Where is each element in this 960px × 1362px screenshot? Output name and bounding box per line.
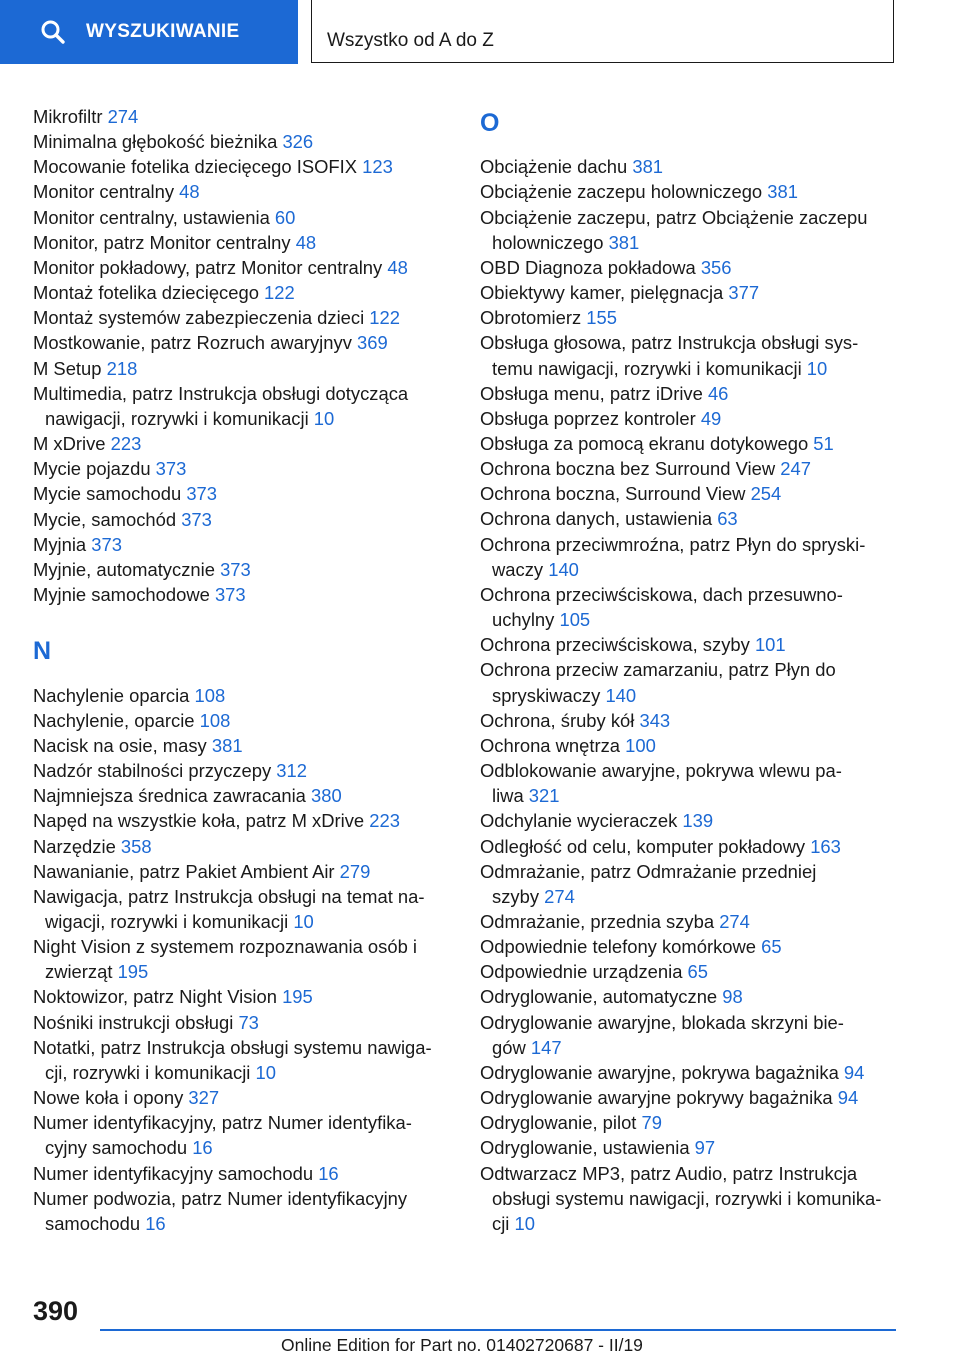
page-number: 390 xyxy=(33,1296,79,1326)
entry-text: Obrotomierz xyxy=(480,307,587,329)
entry-text: Narzędzie xyxy=(33,835,121,857)
entry-text: Montaż fotelika dziecięcego xyxy=(33,282,265,304)
index-entry xyxy=(33,582,453,607)
page-link[interactable]: 10 xyxy=(806,357,828,379)
entry-text: holowniczego xyxy=(492,231,609,253)
entry-text: Mycie samochodu xyxy=(33,483,187,505)
entry-text: Nowe koła i opony xyxy=(33,1087,189,1109)
entry-text: wigacji, rozrywki i komunikacji xyxy=(45,910,294,932)
index-entry xyxy=(33,179,453,204)
index-entry xyxy=(480,381,900,406)
entry-text: waczy xyxy=(492,558,549,580)
entry-text: Ochrona przeciwmroźna, patrz Płyn do spryski- xyxy=(480,533,866,555)
page-link[interactable]: 48 xyxy=(295,231,317,253)
index-entry xyxy=(33,280,453,305)
page-link[interactable]: 373 xyxy=(186,483,218,505)
page-link[interactable]: 140 xyxy=(605,684,637,706)
index-entry xyxy=(480,330,900,380)
page-link[interactable]: 373 xyxy=(214,583,246,605)
page-link[interactable]: 98 xyxy=(722,986,743,1008)
index-entry xyxy=(33,205,453,230)
page-link[interactable]: 73 xyxy=(238,1011,259,1033)
index-entry xyxy=(33,330,453,355)
index-entry xyxy=(33,305,453,330)
search-tab-label: WYSZUKIWANIE xyxy=(86,21,240,42)
page-link[interactable]: 373 xyxy=(155,458,187,480)
index-entry xyxy=(480,859,900,909)
index-entry xyxy=(33,733,453,758)
entry-text: Obsługa za pomocą ekranu dotykowego xyxy=(480,433,814,455)
index-entry xyxy=(480,255,900,280)
index-entry xyxy=(480,657,900,707)
page-link[interactable]: 123 xyxy=(362,156,393,178)
entry-text: Odmrażanie, patrz Odmrażanie przedniej xyxy=(480,860,817,882)
index-entry xyxy=(480,1060,900,1085)
page-link[interactable]: 108 xyxy=(194,684,226,706)
footer-edition-text: Online Edition for Part no. 01402720687 - II/19 xyxy=(281,1335,643,1355)
index-entry xyxy=(33,381,453,431)
entry-text: Napęd na wszystkie koła, patrz M xDrive xyxy=(33,810,370,832)
index-entry xyxy=(33,154,453,179)
index-entry xyxy=(480,154,900,179)
entry-text: Nadzór stabilności przyczepy xyxy=(33,760,277,782)
entry-text: Notatki, patrz Instrukcja obsługi systemu nawiga- xyxy=(33,1036,432,1058)
page-link[interactable]: 16 xyxy=(145,1212,166,1234)
entry-text: Monitor pokładowy, patrz Monitor centralny xyxy=(33,256,388,278)
page-link[interactable]: 195 xyxy=(282,986,313,1008)
search-tab[interactable] xyxy=(0,0,298,64)
page-link[interactable]: 147 xyxy=(530,1036,562,1058)
page-link[interactable]: 254 xyxy=(750,483,782,505)
index-entry xyxy=(480,481,900,506)
entry-text: cyjny samochodu xyxy=(45,1137,193,1159)
page-link[interactable]: 94 xyxy=(837,1087,859,1109)
index-tab-label: Wszystko od A do Z xyxy=(327,30,494,51)
index-entry xyxy=(33,532,453,557)
entry-text: Mocowanie fotelika dziecięcego ISOFIX xyxy=(33,156,363,178)
page-link[interactable]: 373 xyxy=(220,558,251,580)
page-link[interactable]: 122 xyxy=(369,307,400,329)
page-link[interactable]: 97 xyxy=(694,1137,716,1159)
page-link[interactable]: 247 xyxy=(780,458,811,480)
entry-text: Monitor centralny, ustawienia xyxy=(33,206,275,228)
entry-text: liwa xyxy=(492,785,529,807)
page-link[interactable]: 108 xyxy=(199,709,231,731)
entry-text: Ochrona wnętrza xyxy=(480,734,626,756)
index-entry xyxy=(480,708,900,733)
index-entry xyxy=(33,834,453,859)
index-entry xyxy=(480,305,900,330)
entry-text: Ochrona boczna, Surround View xyxy=(480,483,751,505)
entry-text: Myjnie, automatycznie xyxy=(33,558,221,580)
entry-text: Ochrona przeciwściskowa, szyby xyxy=(480,634,755,656)
index-entry xyxy=(480,532,900,582)
section-letter: N xyxy=(33,637,52,666)
index-entry xyxy=(480,934,900,959)
entry-text: Nośniki instrukcji obsługi xyxy=(33,1011,239,1033)
page-link[interactable]: 274 xyxy=(544,885,575,907)
entry-text: Odryglowanie, automatyczne xyxy=(480,986,723,1008)
entry-text: Ochrona boczna bez Surround View xyxy=(480,458,781,480)
page-link[interactable]: 356 xyxy=(700,256,732,278)
page-link[interactable]: 139 xyxy=(682,810,714,832)
entry-text: temu nawigacji, rozrywki i komunikacji xyxy=(492,357,807,379)
page-link[interactable]: 140 xyxy=(548,558,579,580)
section-gap xyxy=(33,607,453,632)
search-icon xyxy=(40,19,66,45)
footer-divider xyxy=(100,1329,896,1331)
entry-text: samochodu xyxy=(45,1212,146,1234)
page-link[interactable]: 326 xyxy=(282,131,314,153)
page-link[interactable]: 101 xyxy=(754,634,786,656)
entry-text: M Setup xyxy=(33,357,107,379)
entry-text: Ochrona, śruby kół xyxy=(480,709,640,731)
index-entry xyxy=(480,1010,900,1060)
entry-text: Odmrażanie, przednia szyba xyxy=(480,910,720,932)
index-entry xyxy=(33,230,453,255)
page-link[interactable]: 279 xyxy=(339,860,371,882)
page-link[interactable]: 380 xyxy=(311,785,342,807)
entry-text: Numer identyfikacyjny samochodu xyxy=(33,1162,319,1184)
entry-text: Obciążenie zaczepu, patrz Obciążenie zaczepu xyxy=(480,206,868,228)
page-link[interactable]: 223 xyxy=(369,810,400,832)
page-link[interactable]: 369 xyxy=(357,332,388,354)
page-link[interactable]: 343 xyxy=(639,709,671,731)
entry-text: Nachylenie oparcia xyxy=(33,684,195,706)
page-link[interactable]: 223 xyxy=(110,433,142,455)
entry-text: nawigacji, rozrywki i komunikacji xyxy=(45,407,314,429)
page-link[interactable]: 155 xyxy=(586,307,617,329)
page-link[interactable]: 373 xyxy=(181,508,212,530)
entry-text: Odryglowanie, ustawienia xyxy=(480,1137,695,1159)
entry-text: zwierząt xyxy=(45,961,118,983)
entry-text: Mikrofiltr xyxy=(33,106,108,127)
page-link[interactable]: 60 xyxy=(274,206,296,228)
page-link[interactable]: 10 xyxy=(313,407,335,429)
tab-bar xyxy=(0,0,896,66)
page-link[interactable]: 321 xyxy=(528,785,560,807)
entry-text: gów xyxy=(492,1036,531,1058)
index-entry xyxy=(33,1186,453,1236)
page-link[interactable]: 381 xyxy=(608,231,640,253)
page-link[interactable]: 94 xyxy=(843,1061,865,1083)
page-link[interactable]: 163 xyxy=(810,835,841,857)
page-link[interactable]: 16 xyxy=(318,1162,339,1184)
entry-text: Najmniejsza średnica zawracania xyxy=(33,785,312,807)
entry-text: cji xyxy=(492,1212,515,1234)
page-link[interactable]: 10 xyxy=(514,1212,535,1234)
page-link[interactable]: 79 xyxy=(641,1112,662,1134)
page-link[interactable]: 48 xyxy=(179,181,200,203)
entry-text: uchylny xyxy=(492,609,560,631)
index-entry xyxy=(480,179,900,204)
page-link[interactable]: 16 xyxy=(192,1137,213,1159)
entry-text: Multimedia, patrz Instrukcja obsługi dotycząca xyxy=(33,382,409,404)
entry-text: Odchylanie wycieraczek xyxy=(480,810,683,832)
page-link[interactable]: 381 xyxy=(632,156,664,178)
index-entry xyxy=(33,1085,453,1110)
entry-text: Odryglowanie awaryjne, blokada skrzyni bie- xyxy=(480,1011,844,1033)
entry-text: Odpowiednie telefony komórkowe xyxy=(480,936,762,958)
entry-text: Obiektywy kamer, pielęgnacja xyxy=(480,282,729,304)
index-entry xyxy=(33,481,453,506)
page-link[interactable]: 312 xyxy=(276,760,307,782)
entry-text: Nacisk na osie, masy xyxy=(33,734,212,756)
index-entry xyxy=(480,808,900,833)
index-entry xyxy=(33,557,453,582)
entry-text: Obsługa poprzez kontroler xyxy=(480,407,701,429)
entry-text: Odpowiednie urządzenia xyxy=(480,961,688,983)
entry-text: Obsługa głosowa, patrz Instrukcja obsługi sys- xyxy=(480,332,859,354)
index-entry xyxy=(480,456,900,481)
page-link[interactable]: 274 xyxy=(107,106,139,127)
index-entry xyxy=(480,406,900,431)
entry-text: Ochrona przeciwściskowa, dach przesuwno- xyxy=(480,583,843,605)
entry-text: Obsługa menu, patrz iDrive xyxy=(480,382,708,404)
index-entry xyxy=(33,683,453,708)
entry-text: Ochrona przeciw zamarzaniu, patrz Płyn do xyxy=(480,659,836,681)
index-entry xyxy=(33,1035,453,1085)
entry-text: Numer podwozia, patrz Numer identyfikacyjny xyxy=(33,1187,408,1209)
entry-text: Odryglowanie awaryjne pokrywy bagażnika xyxy=(480,1087,838,1109)
entry-text: Nawigacja, patrz Instrukcja obsługi na temat na- xyxy=(33,885,425,907)
entry-text: Ochrona danych, ustawienia xyxy=(480,508,718,530)
index-entry xyxy=(33,255,453,280)
index-entry xyxy=(480,758,900,808)
entry-text: szyby xyxy=(492,885,545,907)
index-entry xyxy=(33,1110,453,1160)
index-entry xyxy=(33,758,453,783)
index-entry xyxy=(33,356,453,381)
index-entry xyxy=(33,129,453,154)
index-entry xyxy=(33,507,453,532)
index-column-right xyxy=(480,104,900,1236)
section-letter: O xyxy=(480,109,500,137)
index-tab[interactable] xyxy=(311,0,894,63)
entry-text: Myjnie samochodowe xyxy=(33,583,215,605)
index-entry xyxy=(33,984,453,1009)
page-link[interactable]: 122 xyxy=(264,282,295,304)
entry-text: Obciążenie dachu xyxy=(480,156,633,178)
index-entry xyxy=(480,984,900,1009)
page-link[interactable]: 65 xyxy=(687,961,709,983)
page-link[interactable]: 65 xyxy=(761,936,782,958)
page-link[interactable]: 381 xyxy=(767,181,798,203)
index-entry xyxy=(480,733,900,758)
page-link[interactable]: 105 xyxy=(559,609,591,631)
entry-text: obsługi systemu nawigacji, rozrywki i komunika- xyxy=(492,1187,882,1209)
page-link[interactable]: 373 xyxy=(91,533,122,555)
index-entry xyxy=(33,431,453,456)
index-entry xyxy=(480,205,900,255)
page-link[interactable]: 195 xyxy=(117,961,149,983)
index-entry xyxy=(33,934,453,984)
entry-text: cji, rozrywki i komunikacji xyxy=(45,1061,256,1083)
entry-text: Monitor, patrz Monitor centralny xyxy=(33,231,296,253)
entry-text: Nawanianie, patrz Pakiet Ambient Air xyxy=(33,860,340,882)
page-link[interactable]: 327 xyxy=(188,1087,220,1109)
page-link[interactable]: 51 xyxy=(813,433,834,455)
entry-text: Montaż systemów zabezpieczenia dzieci xyxy=(33,307,370,329)
index-entry xyxy=(33,859,453,884)
index-entry xyxy=(33,104,453,129)
index-entry xyxy=(480,1135,900,1160)
entry-text: Myjnia xyxy=(33,533,92,555)
index-entry xyxy=(33,456,453,481)
entry-text: Odryglowanie, pilot xyxy=(480,1112,642,1134)
entry-text: Odblokowanie awaryjne, pokrywa wlewu pa- xyxy=(480,760,842,782)
index-entry xyxy=(33,1161,453,1186)
entry-text: Mycie, samochód xyxy=(33,508,182,530)
page-link[interactable]: 49 xyxy=(700,407,722,429)
index-entry xyxy=(480,1110,900,1135)
entry-text: Minimalna głębokość bieżnika xyxy=(33,131,283,153)
entry-text: Noktowizor, patrz Night Vision xyxy=(33,986,283,1008)
index-entry xyxy=(480,506,900,531)
index-entry xyxy=(480,1085,900,1110)
entry-text: Odtwarzacz MP3, patrz Audio, patrz Instrukcja xyxy=(480,1162,858,1184)
index-entry xyxy=(33,808,453,833)
index-entry xyxy=(480,1161,900,1236)
page-link[interactable]: 10 xyxy=(255,1061,276,1083)
index-entry xyxy=(480,582,900,632)
index-entry xyxy=(480,834,900,859)
entry-text: Monitor centralny xyxy=(33,181,180,203)
page-link[interactable]: 46 xyxy=(707,382,729,404)
entry-text: Numer identyfikacyjny, patrz Numer identyfika- xyxy=(33,1112,412,1134)
index-column-left xyxy=(33,104,453,1236)
entry-text: Odryglowanie awaryjne, pokrywa bagażnika xyxy=(480,1061,844,1083)
index-entry xyxy=(33,884,453,934)
index-entry xyxy=(33,708,453,733)
page-link[interactable]: 10 xyxy=(293,910,314,932)
index-entry xyxy=(480,280,900,305)
page-link[interactable]: 218 xyxy=(106,357,138,379)
entry-text: OBD Diagnoza pokładowa xyxy=(480,256,701,278)
page-link[interactable]: 377 xyxy=(728,282,760,304)
page-link[interactable]: 381 xyxy=(211,734,243,756)
page-link[interactable]: 63 xyxy=(717,508,738,530)
entry-text: spryskiwaczy xyxy=(492,684,606,706)
entry-text: M xDrive xyxy=(33,433,111,455)
entry-text: Obciążenie zaczepu holowniczego xyxy=(480,181,768,203)
index-entry xyxy=(33,1010,453,1035)
entry-text: Nachylenie, oparcie xyxy=(33,709,200,731)
index-entry xyxy=(480,909,900,934)
index-entry xyxy=(480,959,900,984)
entry-text: Mycie pojazdu xyxy=(33,458,156,480)
page-link[interactable]: 48 xyxy=(387,256,408,278)
entry-text: Odległość od celu, komputer pokładowy xyxy=(480,835,811,857)
entry-text: Night Vision z systemem rozpoznawania osób i xyxy=(33,936,418,958)
page-link[interactable]: 100 xyxy=(625,734,656,756)
page-link[interactable]: 358 xyxy=(120,835,152,857)
index-entry xyxy=(480,632,900,657)
entry-text: Mostkowanie, patrz Rozruch awaryjnyv xyxy=(33,332,358,354)
page-link[interactable]: 274 xyxy=(719,910,750,932)
index-entry xyxy=(33,783,453,808)
index-entry xyxy=(480,431,900,456)
